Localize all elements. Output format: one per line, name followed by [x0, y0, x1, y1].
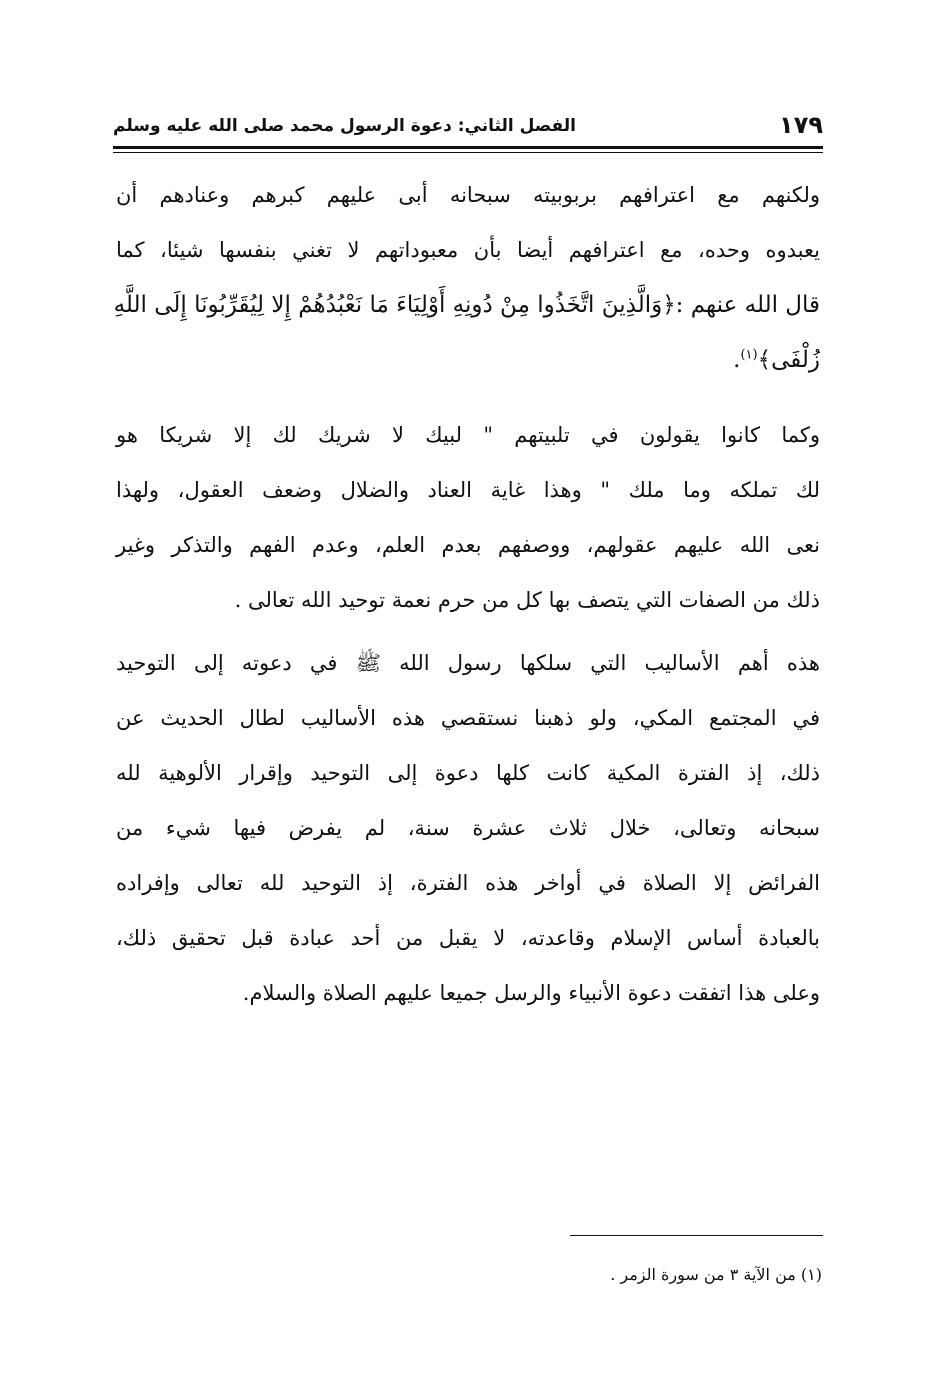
text-line: سبحانه وتعالى، خلال ثلاث عشرة سنة، لم يفرض فيها شيء من [116, 816, 820, 840]
running-header [113, 108, 823, 144]
quran-verse-line: قال الله عنهم :﴿وَالَّذِينَ اتَّخَذُوا مِنْ دُونِهِ أَوْلِيَاءَ مَا نَعْبُدُهُمْ إِلا لِيُقَرِّبُونَا إِلَى اللَّهِ [113, 292, 820, 318]
quran-verse-end: زُلْفَى﴾ [757, 347, 820, 373]
paragraph-3 [116, 636, 820, 1021]
text-line: هذه أهم الأساليب التي سلكها رسول الله ﷺ في دعوته إلى التوحيد [116, 651, 820, 675]
footnote: (١) من الآية ٣ من سورة الزمر . [610, 1265, 822, 1284]
header-rule-thin [113, 152, 823, 153]
body-text [113, 168, 820, 1021]
footnote-separator [570, 1235, 823, 1236]
header-rule [113, 146, 823, 149]
text-line: يعبدوه وحده، مع اعترافهم أيضا بأن معبوداتهم لا تغني بنفسها شيئا، كما [116, 238, 820, 262]
paragraph-2 [116, 408, 820, 628]
text-line: ذلك، إذ الفترة المكية كانت كلها دعوة إلى التوحيد وإقرار الألوهية لله [116, 761, 820, 785]
page-number: ١٧٩ [779, 111, 823, 139]
quran-verse-line-end [116, 333, 820, 388]
paragraph-spacing [116, 388, 820, 408]
text-line: بالعبادة أساس الإسلام وقاعدته، لا يقبل من أحد عبادة قبل تحقيق ذلك، [116, 926, 820, 950]
text-line: في المجتمع المكي، ولو ذهبنا نستقصي هذه الأساليب لطال الحديث عن [116, 706, 820, 730]
sentence-end: . [733, 347, 741, 373]
text-line: وكما كانوا يقولون في تلبيتهم " لبيك لا شريك لك إلا شريكا هو [116, 423, 820, 447]
chapter-title: الفصل الثاني: دعوة الرسول محمد صلى الله عليه وسلم [113, 116, 576, 136]
paragraph-spacing [116, 628, 820, 636]
footnote-reference: (١) [740, 347, 758, 363]
text-line: ولكنهم مع اعترافهم بربوبيته سبحانه أبى عليهم كبرهم وعنادهم أن [116, 183, 820, 207]
text-line: الفرائض إلا الصلاة في أواخر هذه الفترة، إذ التوحيد لله تعالى وإفراده [116, 871, 820, 895]
text-line: وعلى هذا اتفقت دعوة الأنبياء والرسل جميعا عليهم الصلاة والسلام. [242, 981, 820, 1005]
paragraph-1 [113, 168, 820, 388]
text-line: نعى الله عليهم عقولهم، ووصفهم بعدم العلم، وعدم الفهم والتذكر وغير [116, 533, 820, 557]
text-line: ذلك من الصفات التي يتصف بها كل من حرم نعمة توحيد الله تعالى . [234, 588, 820, 612]
text-line: لك تملكه وما ملك " وهذا غاية العناد والضلال وضعف العقول، ولهذا [116, 478, 820, 502]
